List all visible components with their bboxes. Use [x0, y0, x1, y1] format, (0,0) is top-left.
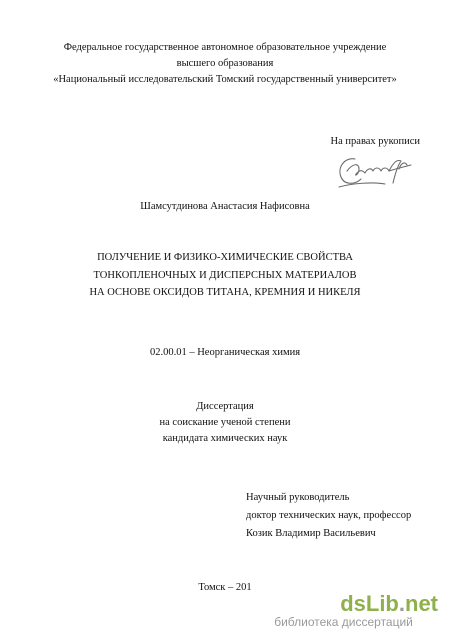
- logo-part-2: net: [405, 591, 438, 616]
- advisor-degree: доктор технических наук, профессор: [246, 510, 412, 521]
- title-line-1: ПОЛУЧЕНИЕ И ФИЗИКО-ХИМИЧЕСКИЕ СВОЙСТВА: [97, 252, 353, 263]
- watermark-tagline: библиотека диссертаций: [274, 615, 413, 629]
- organization-line-2: высшего образования: [176, 58, 274, 69]
- organization-block: [0, 40, 450, 88]
- logo-part-1: dsLib: [340, 591, 399, 616]
- degree-line-2: кандидата химических наук: [162, 433, 288, 444]
- logo-dot: .: [398, 591, 405, 616]
- dslib-watermark: [274, 593, 438, 629]
- organization-line-1: Федеральное государственное автономное образовательное учреждение: [63, 42, 387, 53]
- degree-line-1: на соискание ученой степени: [159, 417, 291, 428]
- advisor-name: Козик Владимир Васильевич: [246, 528, 376, 539]
- advisor-role: Научный руководитель: [246, 492, 350, 503]
- dissertation-degree-block: [0, 399, 450, 447]
- city-year: Томск – 201: [198, 582, 252, 593]
- dslib-logo: [340, 593, 438, 615]
- organization-line-3: «Национальный исследовательский Томский государственный университет»: [53, 74, 397, 85]
- specialty-code: 02.00.01 – Неорганическая химия: [149, 347, 301, 358]
- dissertation-label: Диссертация: [196, 401, 254, 412]
- dissertation-title: [0, 249, 450, 302]
- advisor-block: [246, 489, 411, 543]
- title-line-2: ТОНКОПЛЕНОЧНЫХ И ДИСПЕРСНЫХ МАТЕРИАЛОВ: [93, 269, 357, 281]
- handwritten-signature: [333, 149, 423, 194]
- manuscript-rights-label: На правах рукописи: [330, 136, 420, 147]
- author-name: Шамсутдинова Анастасия Нафисовна: [140, 201, 310, 212]
- title-line-3: НА ОСНОВЕ ОКСИДОВ ТИТАНА, КРЕМНИЯ И НИКЕЛЯ: [89, 287, 361, 298]
